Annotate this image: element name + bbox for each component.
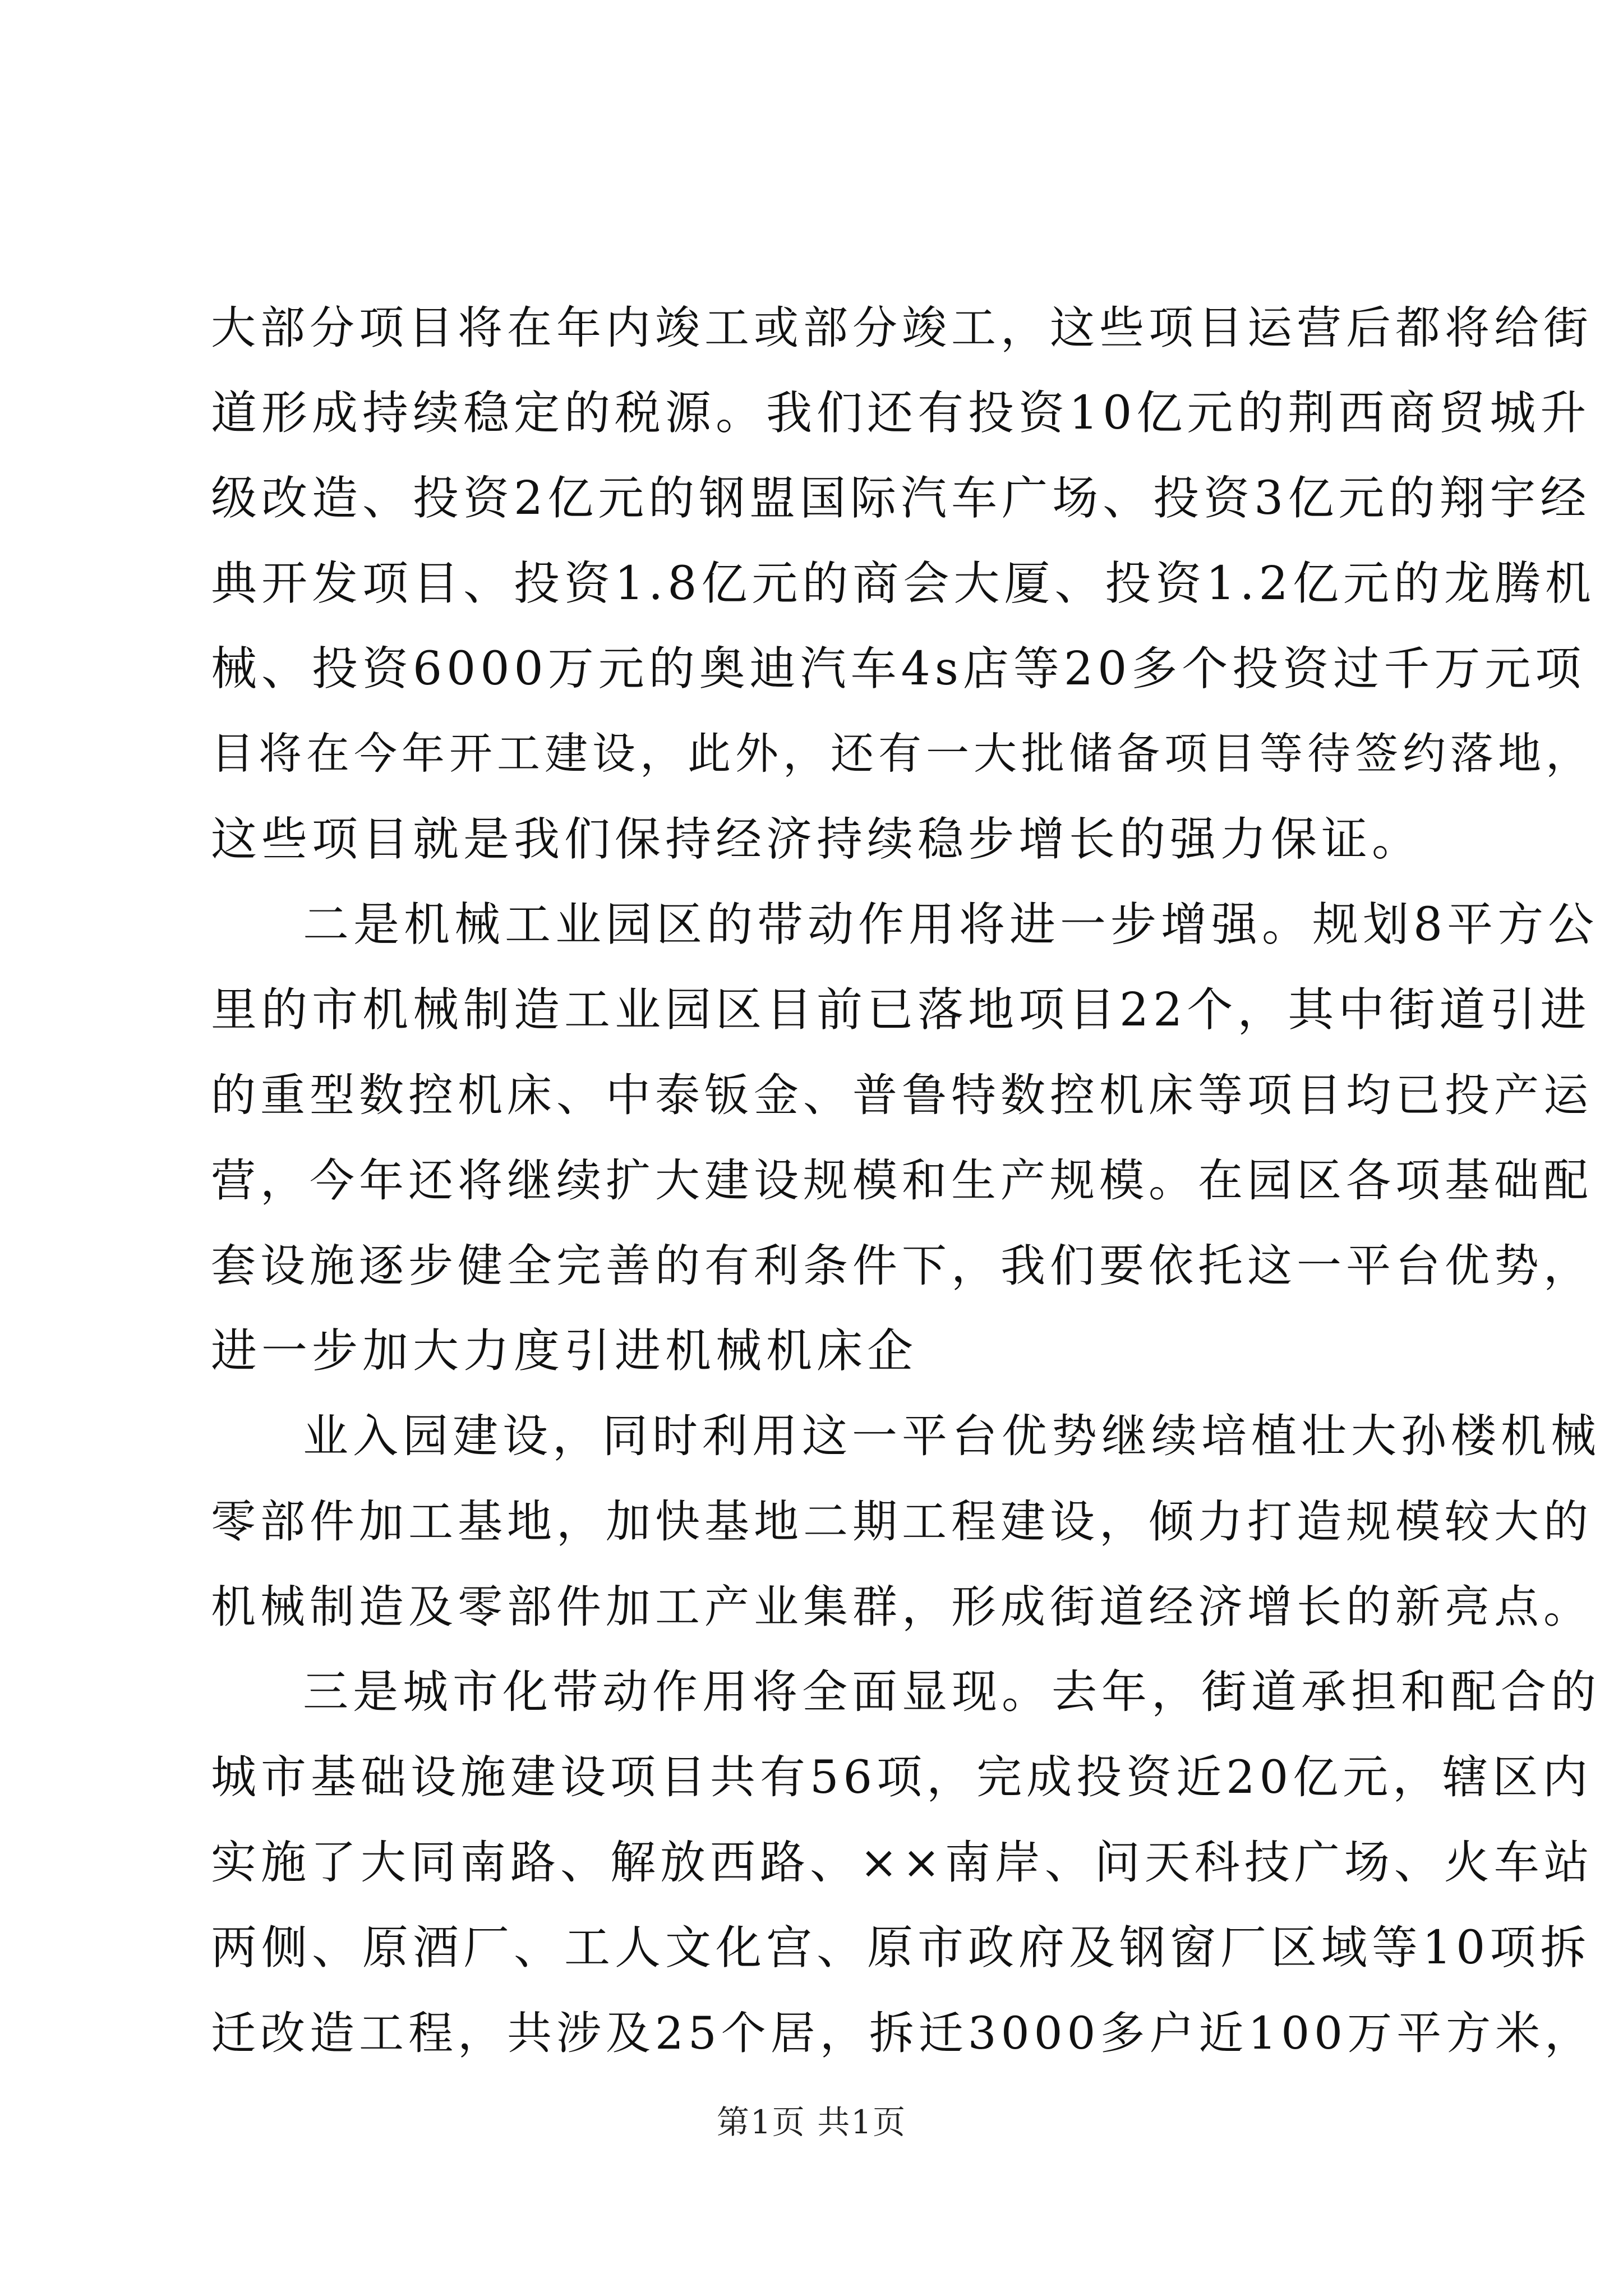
text-line: 级改造、投资2亿元的钢盟国际汽车广场、投资3亿元的翔宇经 [211,472,1591,525]
paragraph-start-line: 二是机械工业园区的带动作用将进一步增强。规划8平方公 [303,898,1599,951]
text-line: 道形成持续稳定的税源。我们还有投资10亿元的荆西商贸城升 [211,386,1591,440]
text-line: 实施了大同南路、解放西路、××南岸、问天科技广场、火车站 [211,1837,1594,1889]
text-line: 营，今年还将继续扩大建设规模和生产规模。在园区各项基础配 [211,1154,1593,1207]
page-footer: 第1页 共1页 [716,2103,907,2141]
text-line: 进一步加大力度引进机械机床企 [211,1324,918,1378]
text-line: 典开发项目、投资1.8亿元的商会大厦、投资1.2亿元的龙腾机 [211,557,1596,610]
paragraph-start-line: 三是城市化带动作用将全面显现。去年，街道承担和配合的 [303,1666,1601,1719]
text-line: 零部件加工基地，加快基地二期工程建设，倾力打造规模较大的 [211,1496,1593,1548]
text-line: 这些项目就是我们保持经济持续稳步增长的强力保证。 [211,813,1423,866]
text-line: 城市基础设施建设项目共有56项，完成投资近20亿元，辖区内 [211,1751,1593,1804]
text-line: 里的市机械制造工业园区目前已落地项目22个，其中街道引进 [211,983,1591,1037]
text-line: 械、投资6000万元的奥迪汽车4s店等20多个投资过千万元项 [211,642,1586,696]
text-line: 的重型数控机床、中泰钣金、普鲁特数控机床等项目均已投产运 [211,1069,1593,1121]
text-line: 两侧、原酒厂、工人文化宫、原市政府及钢窗厂区域等10项拆 [211,1921,1591,1975]
text-line: 大部分项目将在年内竣工或部分竣工，这些项目运营后都将给街 [211,302,1593,354]
text-line: 迁改造工程，共涉及25个居，拆迁3000多户近100万平方米， [211,2007,1594,2059]
text-line: 机械制造及零部件加工产业集群，形成街道经济增长的新亮点。 [211,1581,1593,1633]
paragraph-start-line: 业入园建设，同时利用这一平台优势继续培植壮大孙楼机械 [303,1410,1601,1463]
text-line: 套设施逐步健全完善的有利条件下，我们要依托这一平台优势， [211,1240,1593,1292]
text-line: 目将在今年开工建设，此外，还有一大批储备项目等待签约落地， [211,729,1593,779]
